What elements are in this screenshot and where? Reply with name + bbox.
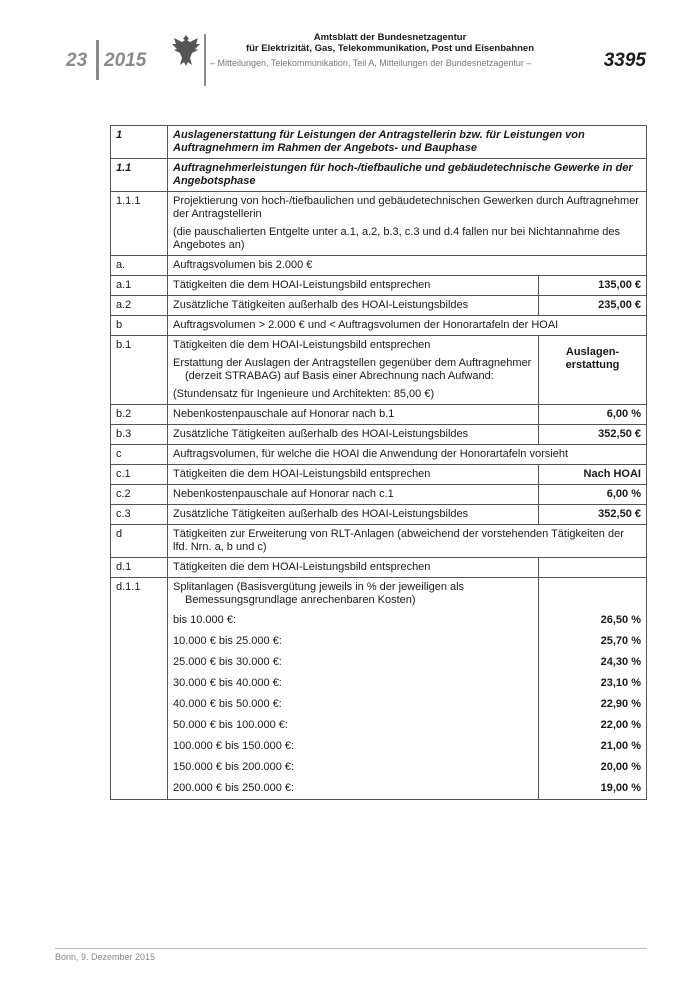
tier-value: 22,00 % [539,715,647,736]
tier-value: 21,00 % [539,736,647,757]
tier-value: 24,30 % [539,652,647,673]
footer-date: Bonn, 9. Dezember 2015 [55,952,156,962]
table-row [111,505,647,525]
row-number: b.2 [111,405,168,425]
row-value: 352,50 € [539,505,647,525]
fee-table [110,125,647,800]
row-number: b [111,316,168,336]
row-text: Tätigkeiten die dem HOAI-Leistungsbild entsprechen [168,465,539,485]
table-row [111,276,647,296]
row-number: 1.1 [111,159,168,192]
row-number: b.1 [111,336,168,405]
tier-label: bis 10.000 €: [168,610,539,631]
row-value: 6,00 % [539,405,647,425]
table-row [111,296,647,316]
row-number: c.3 [111,505,168,525]
row-value: 352,50 € [539,425,647,445]
row-text-part: Tätigkeiten die dem HOAI-Leistungsbild entsprechen [173,339,431,351]
table-row [111,485,647,505]
header-title-line2: für Elektrizität, Gas, Telekommunikation, Post und Eisenbahnen [245,43,535,54]
row-text: Auftragsvolumen, für welche die HOAI die Anwendung der Honorartafeln vorsieht [168,445,647,465]
header-divider [96,40,99,80]
row-text: Nebenkostenpauschale auf Honorar nach b.1 [168,405,539,425]
tier-value: 22,90 % [539,694,647,715]
row-value: 235,00 € [539,296,647,316]
table-row [111,336,647,405]
tier-value: 26,50 % [539,610,647,631]
tier-label: 40.000 € bis 50.000 €: [168,694,539,715]
table-row [111,405,647,425]
row-text-part: Splitanlagen (Basisvergütung jeweils in % der jeweiligen als Bemessungsgrundlage anrechenbaren Kosten) [173,581,465,606]
row-number: b.3 [111,425,168,445]
row-value: Nach HOAI [539,465,647,485]
tier-label: 50.000 € bis 100.000 €: [168,715,539,736]
tier-row [111,631,647,652]
row-number: a.2 [111,296,168,316]
row-text-part: Erstattung der Auslagen der Antragstellen gegenüber dem Auftragnehmer (derzeit STRABAG) auf Basis einer Abrechnung nach Aufwand: [173,357,532,382]
row-text: Auftragsvolumen > 2.000 € und < Auftragsvolumen der Honorartafeln der HOAI [168,316,647,336]
header-subtitle: – Mitteilungen, Telekommunikation, Teil A, Mitteilungen der Bundesnetzagentur – [210,58,532,68]
tier-value: 23,10 % [539,673,647,694]
footer-divider [55,948,647,949]
federal-eagle-icon [170,32,202,68]
row-text: Auftragnehmerleistungen für hoch-/tiefbauliche und gebäudetechnische Gewerke in der Angebotsphase [168,159,647,192]
tier-label: 10.000 € bis 25.000 €: [168,631,539,652]
tier-row [111,736,647,757]
tier-label: 200.000 € bis 250.000 €: [168,778,539,800]
table-row [111,558,647,578]
row-value [539,558,647,578]
issue-year: 2015 [104,50,147,71]
tier-value: 25,70 % [539,631,647,652]
tier-label: 25.000 € bis 30.000 €: [168,652,539,673]
row-number: d [111,525,168,558]
row-value [539,578,647,611]
page-number: 3395 [603,50,646,71]
tier-label: 150.000 € bis 200.000 €: [168,757,539,778]
tier-row [111,757,647,778]
row-number: d.1 [111,558,168,578]
row-text: Tätigkeiten die dem HOAI-Leistungsbild entsprechen [168,558,539,578]
row-number: c [111,445,168,465]
header-title [215,32,565,54]
row-text: Tätigkeiten die dem HOAI-Leistungsbild entsprechen [168,276,539,296]
issue-number: 23 [66,50,88,71]
table-row [111,126,647,159]
row-text-note: (Stundensatz für Ingenieure und Architekten: 85,00 €) [173,388,435,400]
tier-value: 19,00 % [539,778,647,800]
row-number: 1.1.1 [111,192,168,256]
table-row [111,316,647,336]
row-text [168,336,539,405]
tier-label: 100.000 € bis 150.000 €: [168,736,539,757]
row-text: Tätigkeiten zur Erweiterung von RLT-Anlagen (abweichend der vorstehenden Tätigkeiten der lfd. Nrn. a, b und c) [168,525,647,558]
table-row [111,256,647,276]
row-number: d.1.1 [111,578,168,800]
row-number: a.1 [111,276,168,296]
table-row [111,578,647,611]
row-value: 135,00 € [539,276,647,296]
tier-row [111,673,647,694]
table-row [111,465,647,485]
row-number: c.2 [111,485,168,505]
row-text-part: Projektierung von hoch-/tiefbaulichen und gebäudetechnischen Gewerken durch Auftragnehmer der Antragstellerin [173,195,639,220]
row-value: 6,00 % [539,485,647,505]
row-number: 1 [111,126,168,159]
tier-row [111,694,647,715]
row-text: Zusätzliche Tätigkeiten außerhalb des HOAI-Leistungsbildes [168,296,539,316]
row-number: a. [111,256,168,276]
row-text: Auslagenerstattung für Leistungen der Antragstellerin bzw. für Leistungen von Auftragnehmern im Rahmen der Angebots- und Bauphase [168,126,647,159]
table-row [111,425,647,445]
tier-row [111,652,647,673]
row-text-note: (die pauschalierten Entgelte unter a.1, a.2, b.3, c.3 und d.4 fallen nur bei Nichtannahme des Angebotes an) [173,226,621,251]
row-text: Zusätzliche Tätigkeiten außerhalb des HOAI-Leistungsbildes [168,425,539,445]
table-row [111,192,647,256]
tier-value: 20,00 % [539,757,647,778]
table-row [111,525,647,558]
row-text: Zusätzliche Tätigkeiten außerhalb des HOAI-Leistungsbildes [168,505,539,525]
table-row [111,159,647,192]
header-divider-2 [204,34,206,86]
row-value: Auslagen-erstattung [539,336,647,405]
tier-label: 30.000 € bis 40.000 €: [168,673,539,694]
row-number: c.1 [111,465,168,485]
table-row [111,445,647,465]
tier-row [111,778,647,800]
row-text [168,578,539,611]
header-title-line1: Amtsblatt der Bundesnetzagentur [313,32,467,43]
row-text: Auftragsvolumen bis 2.000 € [168,256,647,276]
row-text: Nebenkostenpauschale auf Honorar nach c.1 [168,485,539,505]
tier-row [111,610,647,631]
row-text [168,192,647,256]
tier-row [111,715,647,736]
